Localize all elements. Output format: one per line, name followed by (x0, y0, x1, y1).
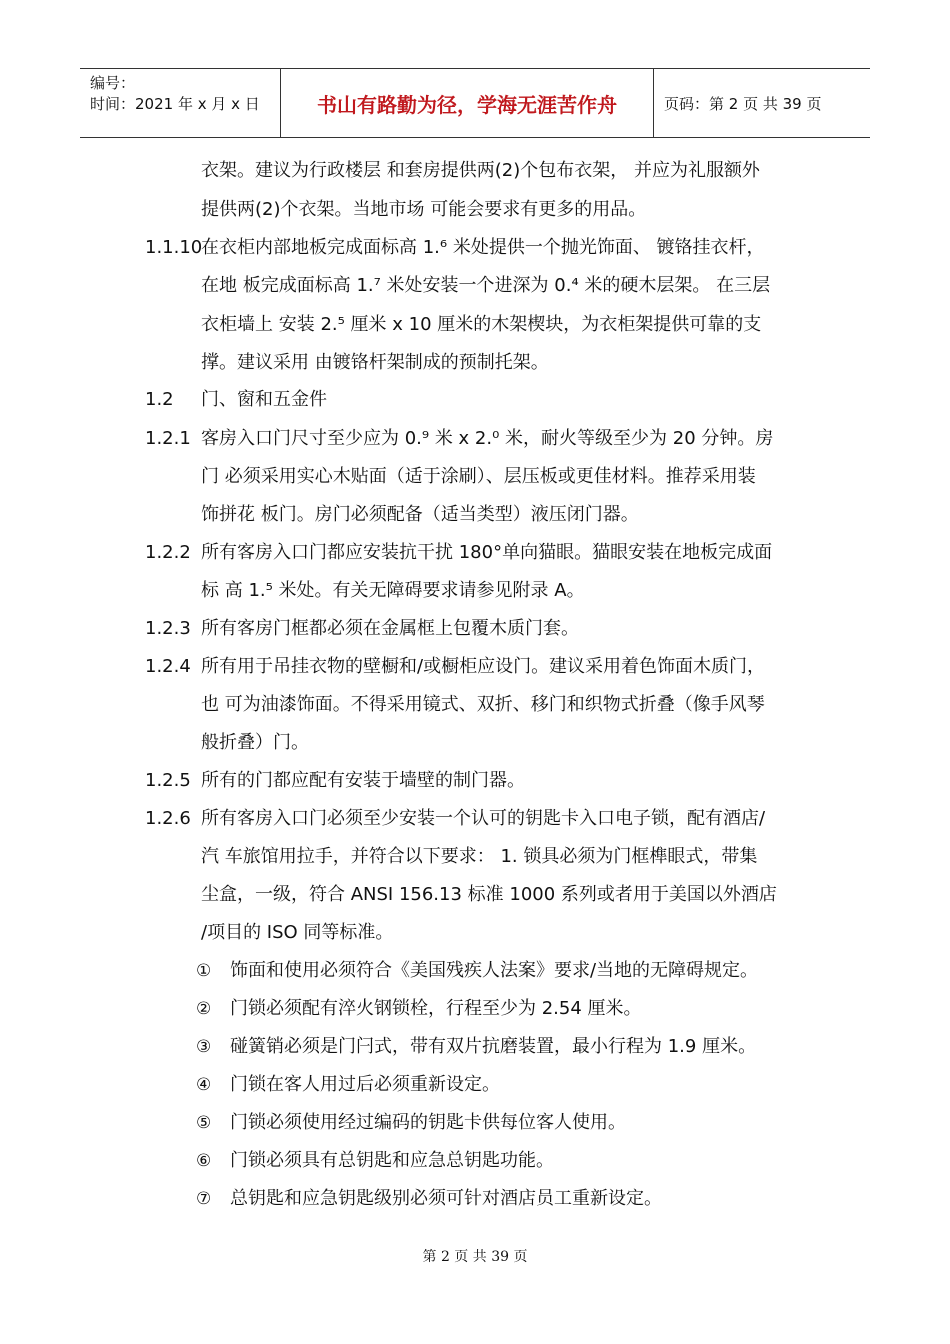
section-number: 1.2 (145, 389, 174, 410)
text-line: 在地 板完成面标高 1.⁷ 米处安装一个进深为 0.⁴ 米的硬木层架。 在三层 (201, 275, 771, 296)
section-heading: 门、窗和五金件 (201, 389, 327, 410)
section-number: 1.2.3 (145, 618, 191, 639)
list-marker: ① (196, 961, 212, 981)
list-item: 饰面和使用必须符合《美国残疾人法案》要求/当地的无障碍规定。 (230, 960, 759, 981)
text-line: 所有客房入口门必须至少安装一个认可的钥匙卡入口电子锁，配有酒店/ (201, 808, 766, 829)
text-line: 所有客房门框都必须在金属框上包覆木质门套。 (201, 618, 579, 639)
text-line: 饰拼花 板门。房门必须配备（适当类型）液压闭门器。 (201, 504, 639, 525)
header-meta (80, 69, 280, 137)
section-number: 1.2.6 (145, 808, 191, 829)
date-label: 时间：2021 年 x 月 x 日 (90, 95, 260, 113)
list-item: 碰簧销必须是门闩式，带有双片抗磨装置，最小行程为 1.9 厘米。 (230, 1036, 757, 1057)
list-item: 门锁在客人用过后必须重新设定。 (230, 1074, 500, 1095)
section-number: 1.1.10 (145, 237, 203, 258)
list-item: 门锁必须具有总钥匙和应急总钥匙功能。 (230, 1150, 554, 1171)
page-header (80, 68, 870, 138)
serial-number-label: 编号： (90, 74, 136, 92)
list-marker: ④ (196, 1075, 212, 1095)
text-line: 在衣柜内部地板完成面标高 1.⁶ 米处提供一个抛光饰面、 镀铬挂衣杆， (201, 237, 765, 258)
text-line: 标 高 1.⁵ 米处。有关无障碍要求请参见附录 A。 (201, 580, 585, 601)
header-page-info: 页码：第 2 页 共 39 页 (664, 94, 822, 113)
text-line: 所有的门都应配有安装于墙壁的制门器。 (201, 770, 525, 791)
text-line: 所有用于吊挂衣物的壁橱和/或橱柜应设门。建议采用着色饰面木质门， (201, 656, 766, 677)
text-line: 也 可为油漆饰面。不得采用镜式、双折、移门和织物式折叠（像手风琴 (201, 694, 765, 715)
list-item: 门锁必须使用经过编码的钥匙卡供每位客人使用。 (230, 1112, 626, 1133)
list-marker: ⑥ (196, 1151, 212, 1171)
section-number: 1.2.1 (145, 428, 191, 449)
text-line: 衣架。建议为行政楼层 和套房提供两(2)个包布衣架， 并应为礼服额外 (201, 160, 760, 181)
list-marker: ⑤ (196, 1113, 212, 1133)
section-number: 1.2.2 (145, 542, 191, 563)
page-footer: 第 2 页 共 39 页 (422, 1249, 528, 1265)
text-line: /项目的 ISO 同等标准。 (201, 922, 394, 943)
text-line: 门 必须采用实心木贴面（适于涂刷）、层压板或更佳材料。推荐采用装 (201, 466, 756, 487)
list-marker: ② (196, 999, 212, 1019)
text-line: 客房入口门尺寸至少应为 0.⁹ 米 x 2.⁰ 米，耐火等级至少为 20 分钟。房 (201, 428, 774, 449)
list-item: 总钥匙和应急钥匙级别必须可针对酒店员工重新设定。 (230, 1188, 662, 1209)
text-line: 般折叠）门。 (201, 732, 309, 753)
section-number: 1.2.5 (145, 770, 191, 791)
header-motto: 书山有路勤为径，学海无涯苦作舟 (280, 69, 654, 137)
text-line: 所有客房入口门都应安装抗干扰 180°单向猫眼。猫眼安装在地板完成面 (201, 542, 773, 563)
list-marker: ③ (196, 1037, 212, 1057)
text-line: 撑。建议采用 由镀铬杆架制成的预制托架。 (201, 352, 549, 373)
text-line: 尘盒，一级，符合 ANSI 156.13 标准 1000 系列或者用于美国以外酒店 (201, 884, 777, 905)
text-line: 提供两(2)个衣架。当地市场 可能会要求有更多的用品。 (201, 199, 647, 220)
section-number: 1.2.4 (145, 656, 191, 677)
text-line: 汽 车旅馆用拉手，并符合以下要求： 1. 锁具必须为门框榫眼式，带集 (201, 846, 758, 867)
text-line: 衣柜墙上 安装 2.⁵ 厘米 x 10 厘米的木架楔块，为衣柜架提供可靠的支 (201, 314, 762, 335)
list-marker: ⑦ (196, 1189, 212, 1209)
list-item: 门锁必须配有淬火钢锁栓，行程至少为 2.54 厘米。 (230, 998, 642, 1019)
